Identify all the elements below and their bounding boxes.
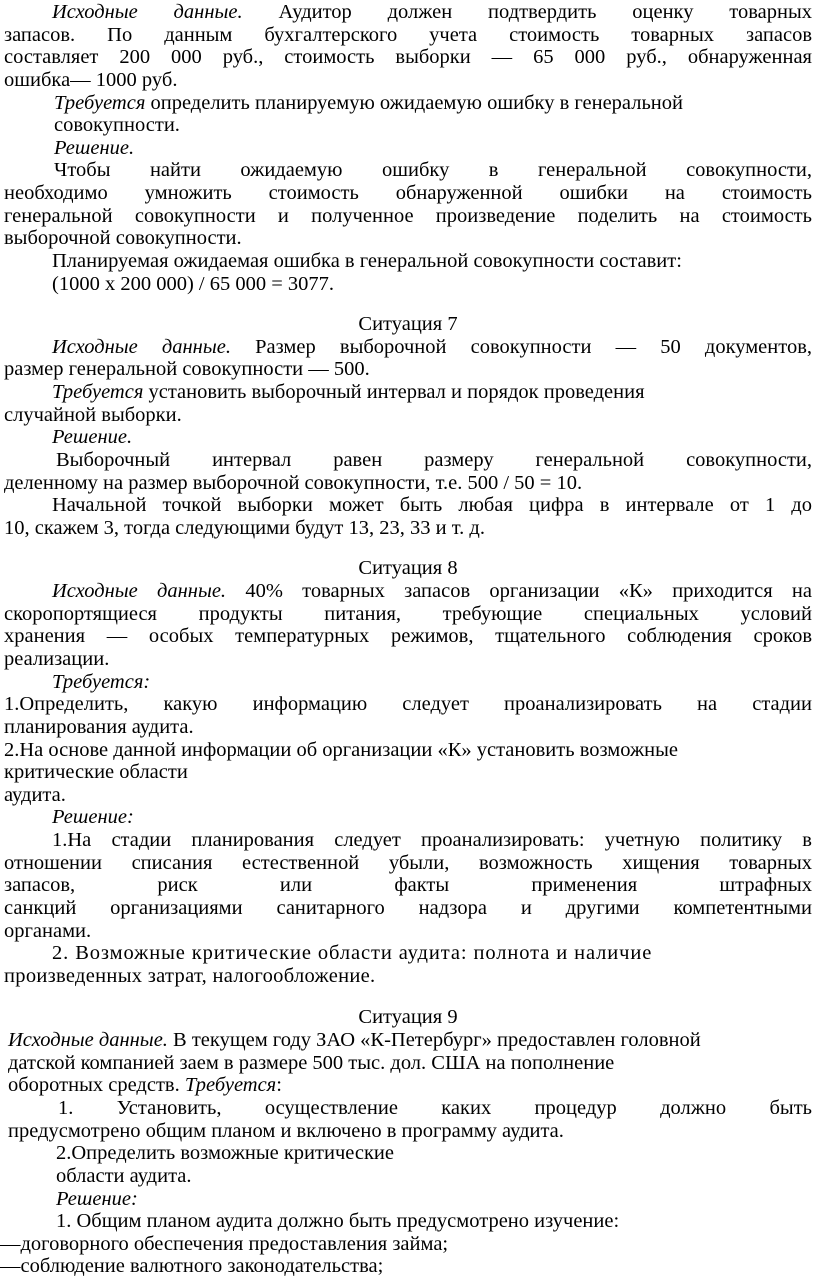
- block1-solution-line1: Чтобы найти ожидаемую ошибку в генеральной совокупности,: [54, 159, 812, 182]
- situation8-solution-line7: произведенных затрат, налогообложение.: [4, 964, 376, 987]
- situation7-solution-line3: Начальной точкой выборки может быть любая цифра в интервале от 1 до: [52, 494, 812, 517]
- situation8-given-label: Исходные данные.: [52, 580, 227, 603]
- block1-task-text: определить планируемую ожидаемую ошибку в генеральной: [145, 91, 683, 114]
- situation8-task-item1-line2: планирования аудита.: [4, 715, 194, 738]
- situation9-given-text-end: оборотных средств.: [8, 1074, 185, 1097]
- situation9-task-label: Требуется: [184, 1074, 277, 1097]
- situation9-task-item1-line2: предусмотрено общим планом и включено в программу аудита.: [8, 1119, 564, 1142]
- block1-solution-formula: (1000 х 200 000) / 65 000 = 3077.: [52, 272, 335, 295]
- situation9-given-text: В текущем году ЗАО «К-Петербург» предоставлен головной: [167, 1029, 701, 1051]
- situation9-solution-label: Решение:: [56, 1187, 138, 1210]
- situation8-given-line2: скоропортящиеся продукты питания, требующие специальных условий: [4, 602, 812, 625]
- block1-solution-label: Решение.: [54, 136, 135, 159]
- situation8-solution-label: Решение:: [52, 806, 134, 829]
- situation9-task-item2-line2: области аудита.: [56, 1164, 192, 1187]
- situation9-given-line3: [8, 1073, 282, 1097]
- situation7-heading: Ситуация 7: [358, 313, 458, 336]
- situation9-solution-line2: —договорного обеспечения предоставления займа;: [0, 1232, 449, 1255]
- situation7-solution-line4: 10, скажем 3, тогда следующими будут 13, 23, 33 и т. д.: [4, 516, 485, 539]
- situation7-task-text: установить выборочный интервал и порядок проведения: [143, 381, 645, 404]
- situation9-given-label: Исходные данные.: [8, 1029, 168, 1051]
- block1-task-line2: совокупности.: [54, 114, 180, 137]
- situation9-heading: Ситуация 9: [358, 1006, 458, 1029]
- situation9-task-colon: :: [276, 1074, 282, 1097]
- block1-solution-line2: необходимо умножить стоимость обнаруженной ошибки на стоимость: [4, 182, 812, 205]
- block1-task-label: Требуется: [54, 91, 146, 114]
- situation8-given-line4: реализации.: [4, 648, 110, 670]
- block1-given-line1: [52, 0, 812, 24]
- situation8-solution-line3: запасов, риск или факты применения штрафных: [4, 874, 812, 897]
- situation8-solution-line2: отношении списания естественной убыли, возможность хищения товарных: [4, 851, 812, 874]
- situation8-task-item1-line1: 1.Определить, какую информацию следует проанализировать на стадии: [4, 693, 812, 716]
- situation7-task-line1: [52, 380, 645, 404]
- situation8-task-item2-line1: 2.На основе данной информации об организации «К» установить возможные: [4, 738, 679, 761]
- situation9-given-line1: [8, 1028, 701, 1052]
- situation9-task-item1-line1: 1. Установить, осуществление каких процедур должно быть: [58, 1096, 812, 1119]
- block1-given-line2: запасов. По данным бухгалтерского учета стоимость товарных запасов: [4, 23, 812, 46]
- block1-given-line4: ошибка— 1000 руб.: [4, 68, 178, 91]
- situation8-given-line1: [52, 579, 812, 603]
- situation9-solution-line3: —соблюдение валютного законодательства;: [0, 1255, 384, 1278]
- block1-given-text: Аудитор должен подтвердить оценку товарных: [242, 1, 812, 23]
- situation8-given-text: 40% товарных запасов организации «К» приходится на: [226, 580, 812, 603]
- situation8-solution-line6: 2. Возможные критические области аудита: полнота и наличие: [52, 942, 653, 965]
- block1-solution-line4: выборочной совокупности.: [4, 227, 242, 250]
- situation7-solution-label: Решение.: [52, 426, 133, 449]
- situation7-given-text: Размер выборочной совокупности — 50 документов,: [230, 335, 812, 358]
- situation8-solution-line4: санкций организациями санитарного надзора и другими компетентными: [4, 897, 812, 919]
- situation9-task-item2-line1: 2.Определить возможные критические: [56, 1142, 394, 1165]
- situation8-task-label: Требуется:: [52, 670, 151, 693]
- situation8-task-item2-line2: критические области: [4, 761, 188, 784]
- situation7-task-label: Требуется: [52, 381, 144, 404]
- block1-given-line3: составляет 200 000 руб., стоимость выборки — 65 000 руб., обнаруженная: [4, 46, 812, 69]
- situation7-given-line1: [52, 335, 812, 359]
- situation7-task-line2: случайной выборки.: [4, 403, 182, 426]
- block1-solution-line3: генеральной совокупности и полученное произведение поделить на стоимость: [4, 204, 812, 227]
- situation8-heading: Ситуация 8: [358, 557, 458, 580]
- situation7-given-line2: размер генеральной совокупности — 500.: [4, 358, 370, 381]
- situation8-solution-line5: органами.: [4, 919, 92, 942]
- situation9-given-line2: датской компанией заем в размере 500 тыс. дол. США на пополнение: [8, 1051, 615, 1074]
- block1-task-line1: [54, 91, 683, 115]
- situation8-solution-line1: 1.На стадии планирования следует проанализировать: учетную политику в: [52, 829, 812, 852]
- block1-solution-line5: Планируемая ожидаемая ошибка в генеральной совокупности составит:: [52, 250, 682, 272]
- situation9-solution-line1: 1. Общим планом аудита должно быть предусмотрено изучение:: [56, 1210, 620, 1233]
- situation8-given-line3: хранения — особых температурных режимов, тщательного соблюдения сроков: [4, 625, 812, 648]
- situation8-task-item2-line3: аудита.: [4, 783, 66, 806]
- situation7-solution-line2: деленному на размер выборочной совокупности, т.е. 500 / 50 = 10.: [4, 471, 583, 494]
- block1-given-label: Исходные данные.: [52, 1, 243, 23]
- situation7-given-label: Исходные данные.: [52, 335, 231, 358]
- situation7-solution-line1: Выборочный интервал равен размеру генеральной совокупности,: [56, 449, 812, 471]
